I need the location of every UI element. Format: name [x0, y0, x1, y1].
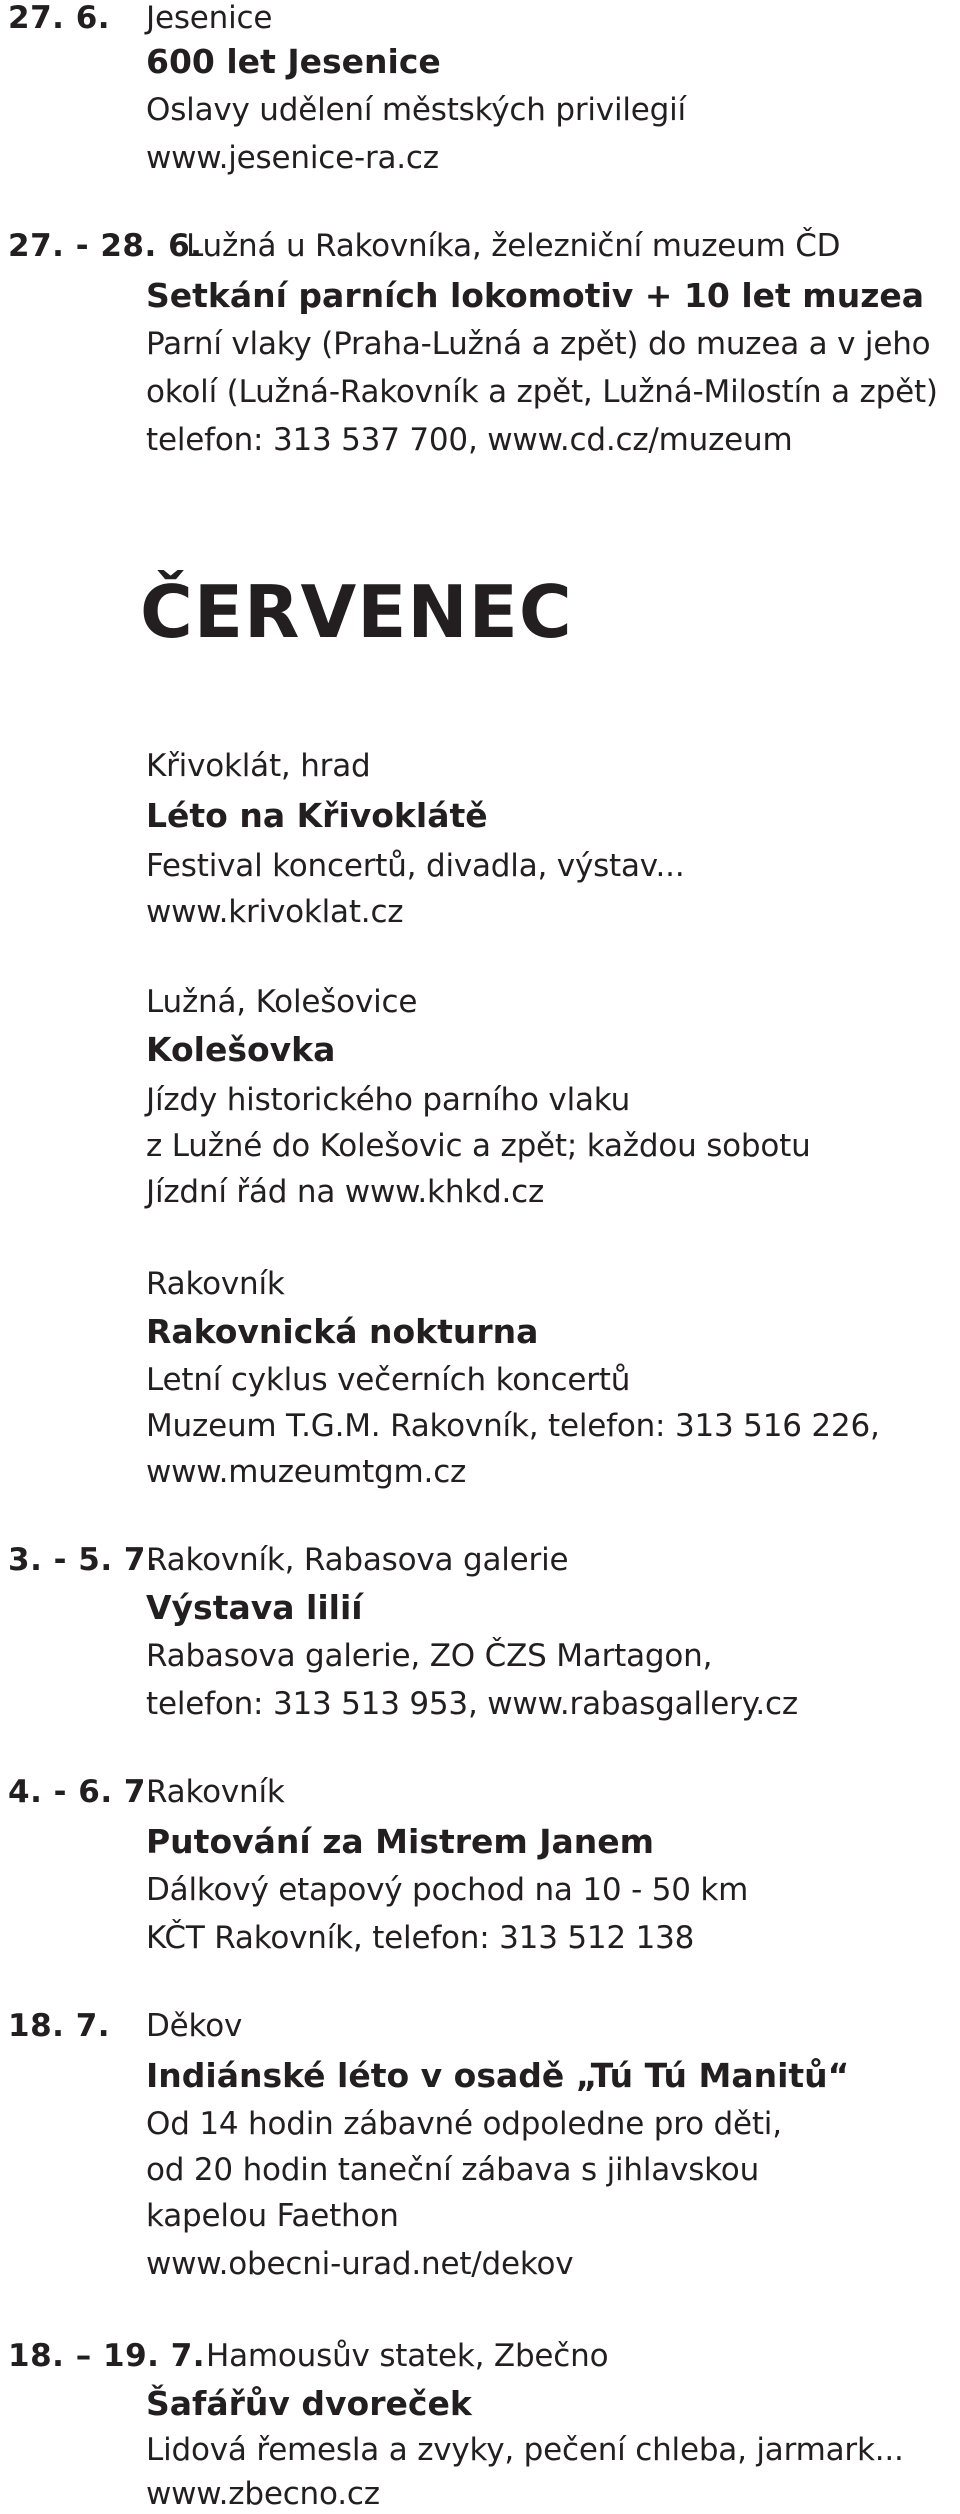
event-location: Křivoklát, hrad: [146, 748, 371, 784]
event-title: Léto na Křivoklátě: [146, 796, 488, 835]
event-contact: telefon: 313 513 953, www.rabasgallery.cz: [146, 1686, 798, 1722]
event-title: Setkání parních lokomotiv + 10 let muzea: [146, 276, 925, 315]
event-location: Rakovník: [146, 1774, 285, 1810]
event-date: 27. 6.: [8, 0, 111, 36]
event-title: Šafářův dvoreček: [146, 2384, 472, 2423]
event-description-line: okolí (Lužná-Rakovník a zpět, Lužná-Milostín a zpět): [146, 374, 938, 410]
event-description-line: od 20 hodin taneční zábava s jihlavskou: [146, 2152, 760, 2188]
event-description-line: z Lužné do Kolešovic a zpět; každou sobotu: [146, 1128, 811, 1164]
event-contact: Muzeum T.G.M. Rakovník, telefon: 313 516 226,: [146, 1408, 880, 1444]
event-contact: KČT Rakovník, telefon: 313 512 138: [146, 1920, 695, 1956]
event-title: Rakovnická nokturna: [146, 1312, 539, 1351]
event-title: Putování za Mistrem Janem: [146, 1822, 655, 1861]
event-title: Indiánské léto v osadě „Tú Tú Manitů“: [146, 2056, 850, 2095]
event-description-line: Festival koncertů, divadla, výstav...: [146, 848, 685, 884]
event-link: www.jesenice-ra.cz: [146, 140, 439, 176]
event-title: Kolešovka: [146, 1030, 336, 1069]
event-date: 3. - 5. 7.: [8, 1542, 159, 1578]
month-heading: ČERVENEC: [140, 570, 573, 654]
event-link: www.obecni-urad.net/dekov: [146, 2246, 574, 2282]
event-description-line: Jízdy historického parního vlaku: [146, 1082, 631, 1118]
event-date: 27. - 28. 6.: [8, 228, 203, 264]
event-link: Jízdní řád na www.khkd.cz: [146, 1174, 545, 1210]
event-location: Jesenice: [146, 0, 273, 36]
event-date: 4. - 6. 7.: [8, 1774, 159, 1810]
event-link: www.zbecno.cz: [146, 2476, 380, 2512]
event-location: Lužná, Kolešovice: [146, 984, 418, 1020]
event-description-line: Lidová řemesla a zvyky, pečení chleba, jarmark...: [146, 2432, 904, 2468]
event-link: www.krivoklat.cz: [146, 894, 404, 930]
event-date: 18. 7.: [8, 2008, 111, 2044]
event-description-line: Od 14 hodin zábavné odpoledne pro děti,: [146, 2106, 782, 2142]
event-description-line: Letní cyklus večerních koncertů: [146, 1362, 631, 1398]
event-contact: telefon: 313 537 700, www.cd.cz/muzeum: [146, 422, 793, 458]
event-description-line: Parní vlaky (Praha-Lužná a zpět) do muzea a v jeho: [146, 326, 931, 362]
event-date: 18. – 19. 7.: [8, 2338, 206, 2374]
event-description-line: Rabasova galerie, ZO ČZS Martagon,: [146, 1638, 713, 1674]
event-location: Lužná u Rakovníka, železniční muzeum ČD: [186, 228, 841, 264]
event-location: Děkov: [146, 2008, 243, 2044]
event-location: Rakovník, Rabasova galerie: [146, 1542, 569, 1578]
event-location: Rakovník: [146, 1266, 285, 1302]
event-location: Hamousův statek, Zbečno: [206, 2338, 609, 2374]
event-link: www.muzeumtgm.cz: [146, 1454, 467, 1490]
event-description-line: Oslavy udělení městských privilegií: [146, 92, 686, 128]
event-description-line: kapelou Faethon: [146, 2198, 399, 2234]
event-title: Výstava lilií: [146, 1588, 363, 1627]
event-title: 600 let Jesenice: [146, 42, 441, 81]
event-description-line: Dálkový etapový pochod na 10 - 50 km: [146, 1872, 749, 1908]
